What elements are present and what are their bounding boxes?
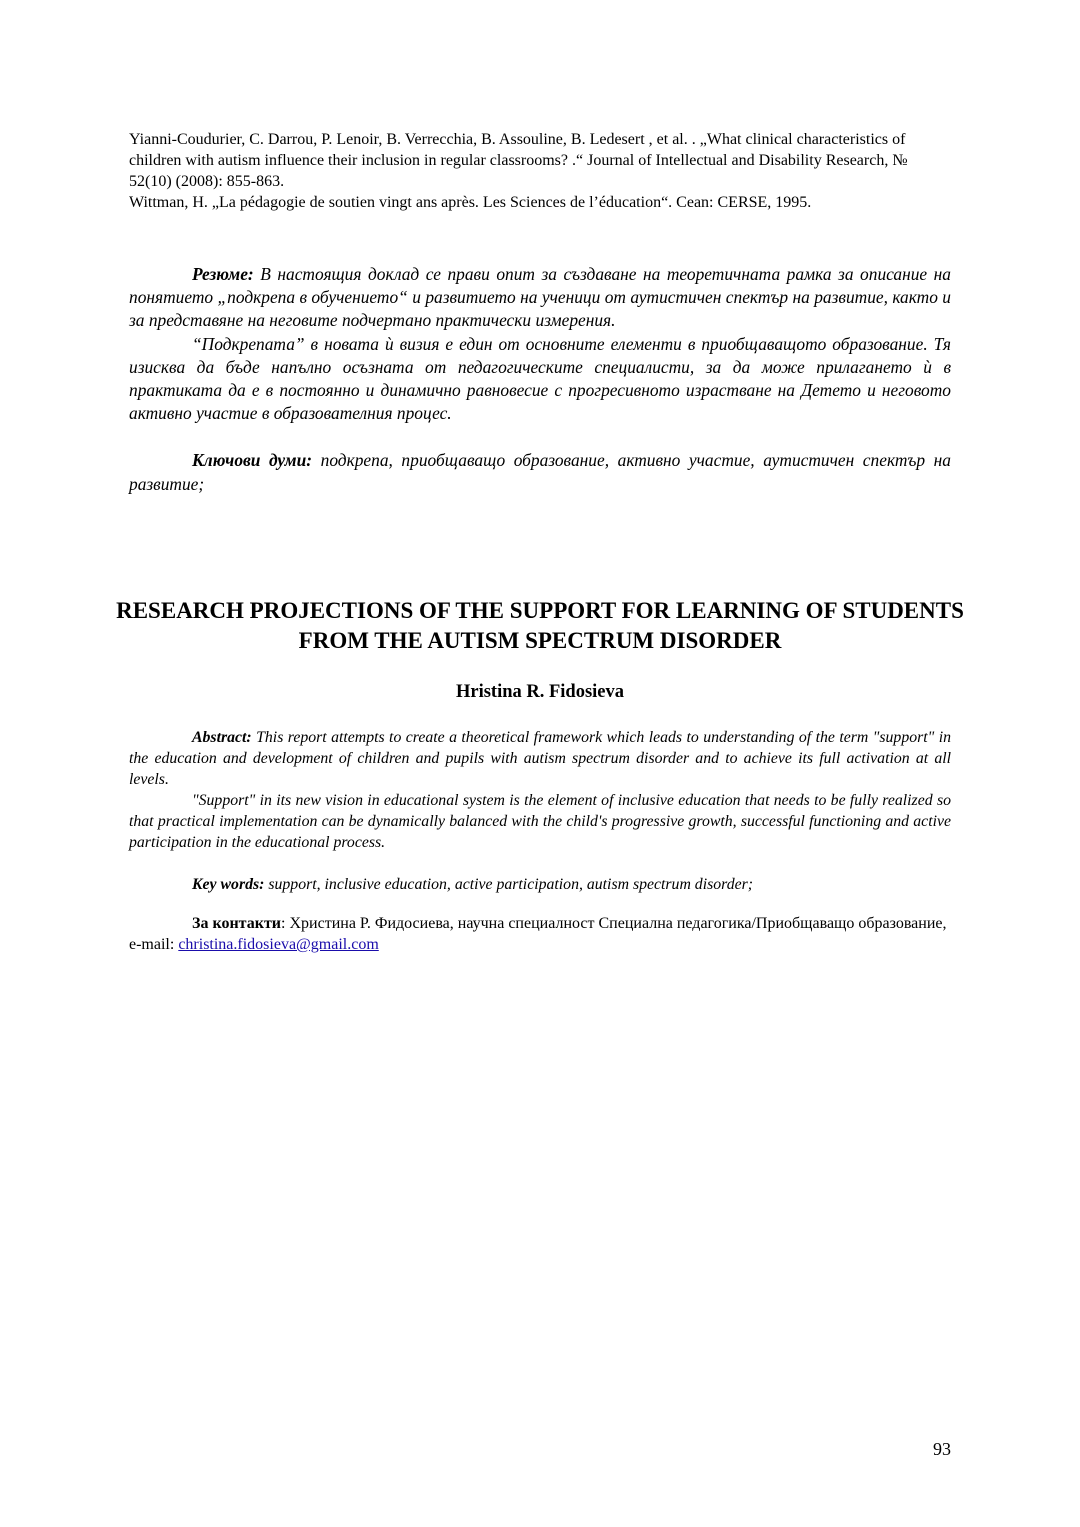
contacts-label: За контакти <box>192 915 282 932</box>
english-keywords-text: support, inclusive education, active participation, autism spectrum disorder; <box>264 876 754 893</box>
contacts-paragraph <box>129 913 951 955</box>
contacts-text: : Христина Р. Фидосиева, научна специалност Специална педагогика/Приобщаващо образование, e-mail: <box>129 915 947 953</box>
english-keywords <box>129 874 951 895</box>
author-name: Hristina R. Fidosieva <box>455 682 625 702</box>
email-link[interactable]: christina.fidosieva@gmail.com <box>178 936 379 953</box>
references-section <box>129 129 951 213</box>
bulgarian-keywords-text: подкрепа, приобщаващо образование, активно участие, аутистичен спектър на развитие; <box>129 450 952 494</box>
reference-item: Wittman, H. „La pédagogie de soutien vingt ans après. Les Sciences de l’éducation“. Cean: CERSE, 1995. <box>129 194 812 211</box>
bulgarian-keywords-label: Ключови думи: <box>192 450 313 471</box>
english-abstract-paragraph-2: "Support" in its new vision in educational system is the element of inclusive education that needs to be fully realized so that practical implementation can be dynamically balanced with the child's progressive growth, successful functioning and active participation in the educational process. <box>129 792 951 851</box>
reference-item: Yianni-Coudurier, C. Darrou, P. Lenoir, B. Verrecchia, B. Assouline, B. Ledesert , et al. . „What clinical characteristics of children with autism influence their inclusion in regular classrooms? .“ Journal of Intellectual and Disability Research, № 52(10) (2008): 855-863. <box>129 131 908 190</box>
bulgarian-abstract-label: Резюме: <box>192 264 254 284</box>
english-abstract <box>129 727 951 895</box>
english-abstract-label: Abstract: <box>192 729 252 746</box>
page-number: 93 <box>933 1439 951 1459</box>
contacts-section <box>129 913 951 955</box>
bulgarian-abstract-text: В настоящия доклад се прави опит за създаване на теоретичната рамка за описание на понятието „подкрепа в обучението“ и развитието на ученици от аутистичен спектър на развитие, както и за представяне на неговите подчертано практически измерения. <box>129 264 951 331</box>
english-abstract-paragraph-1 <box>129 727 951 790</box>
paper-title: RESEARCH PROJECTIONS OF THE SUPPORT FOR LEARNING OF STUDENTS FROM THE AUTISM SPECTRUM DISORDER <box>116 598 964 653</box>
english-abstract-text: This report attempts to create a theoretical framework which leads to understanding of the term "support" in the education and development of children and pupils with autism spectrum disorder and to achieve its full activation at all levels. <box>129 729 951 788</box>
bulgarian-abstract-paragraph-2: “Подкрепата” в новата ѝ визия е един от основните елементи в приобщаващото образование. Тя изисква да бъде напълно осъзната от педагогическите специалисти, за да може прилагането ѝ в практиката да е в постоянно и динамично равновесие с прогресивното израстване на Детето и неговото активно участие в образователния процес. <box>129 333 951 424</box>
bulgarian-keywords <box>129 449 951 495</box>
bulgarian-abstract <box>129 263 951 496</box>
english-keywords-label: Key words: <box>192 876 265 893</box>
bulgarian-abstract-paragraph-1 <box>129 263 951 333</box>
